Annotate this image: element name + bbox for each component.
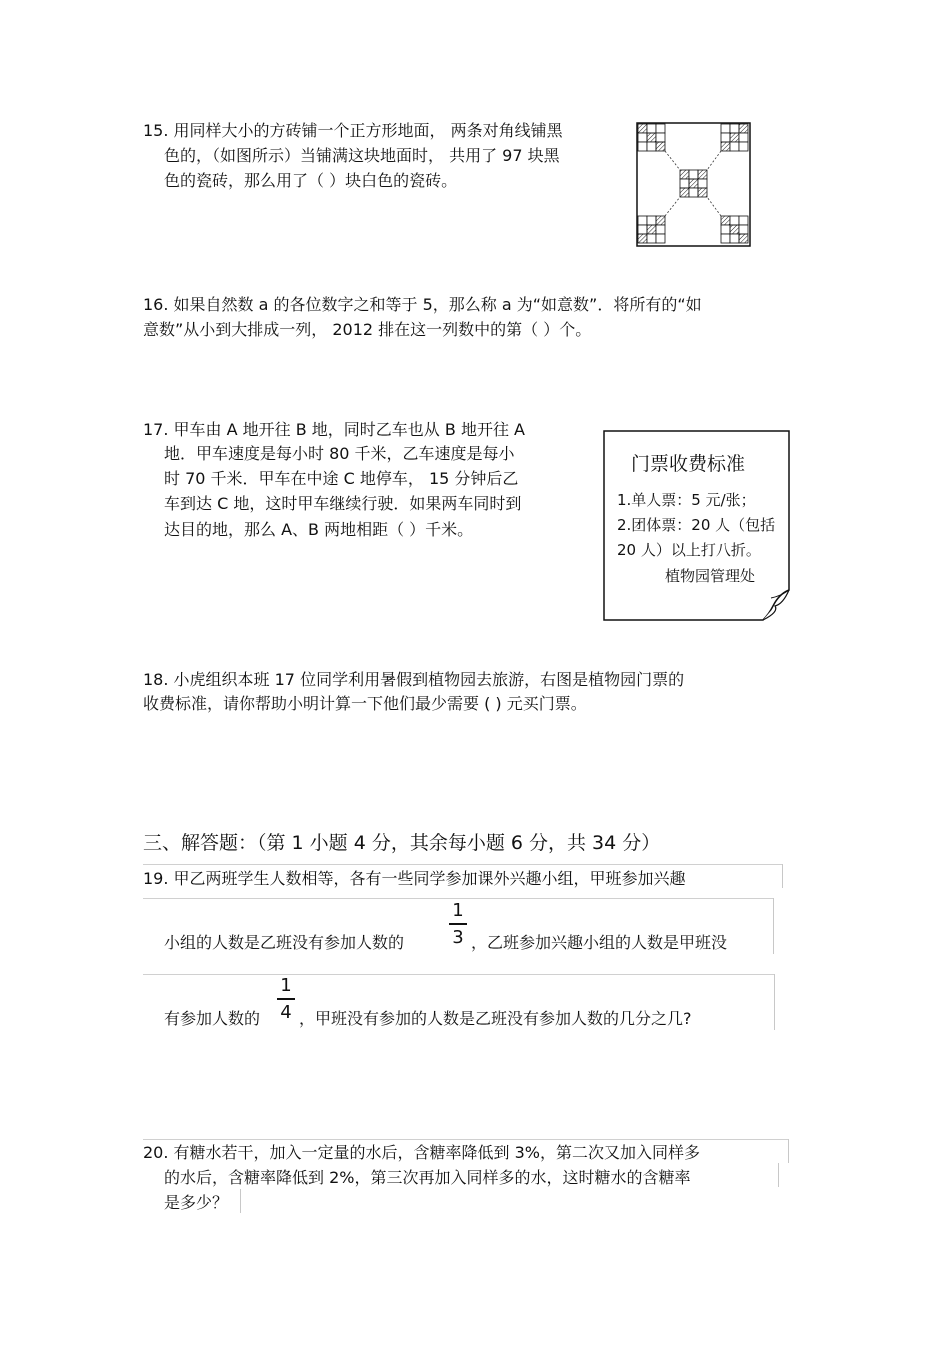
box-line: [143, 864, 783, 865]
notice-line-3: 20 人）以上打八折。: [617, 541, 761, 559]
fraction-one-quarter: 1 4: [277, 975, 295, 1023]
q17-line-2: 地．甲车速度是每小时 80 千米，乙车速度是每小: [164, 444, 515, 463]
notice-signature: 植物园管理处: [665, 567, 756, 585]
box-side: [774, 974, 775, 1030]
q18-line-1: 18. 小虎组织本班 17 位同学利用暑假到植物园去旅游，右图是植物园门票的: [143, 670, 685, 689]
notice-line-2: 2.团体票：20 人（包括: [617, 516, 776, 534]
q17-line-1: 17. 甲车由 A 地开往 B 地，同时乙车也从 B 地开往 A: [143, 420, 525, 439]
corner-block-top-right: [721, 124, 748, 151]
q19-line-3-b: ，甲班没有参加的人数是乙班没有参加人数的几分之几?: [299, 1009, 692, 1028]
q19-line-2-a: 小组的人数是乙班没有参加人数的: [164, 933, 405, 952]
box-line: [143, 974, 775, 975]
q20-line-2: 的水后，含糖率降低到 2%，第三次再加入同样多的水，这时糖水的含糖率: [164, 1168, 691, 1187]
box-side: [778, 1163, 779, 1187]
q19-line-2-b: ，乙班参加兴趣小组的人数是甲班没: [471, 933, 728, 952]
notice-line-1: 1.单人票：5 元/张；: [617, 491, 756, 509]
center-block: [680, 170, 707, 197]
corner-block-top-left: [638, 124, 665, 151]
q17-line-5: 达目的地，那么 A、B 两地相距（ ）千米。: [164, 520, 474, 539]
notice-title: 门票收费标准: [631, 453, 746, 475]
box-side: [788, 1139, 789, 1163]
corner-block-bottom-right: [721, 216, 748, 243]
box-side: [240, 1189, 241, 1213]
q18-line-2: 收费标准，请你帮助小明计算一下他们最少需要 ( ) 元买门票。: [143, 694, 587, 713]
q20-line-3: 是多少？: [164, 1193, 229, 1212]
q17-line-4: 车到达 C 地，这时甲车继续行驶．如果两车同时到: [164, 494, 522, 513]
corner-block-bottom-left: [638, 216, 665, 243]
q17-line-3: 时 70 千米．甲车在中途 C 地停车， 15 分钟后乙: [164, 469, 519, 488]
section-3-heading: 三、解答题：（第 1 小题 4 分，其余每小题 6 分，共 34 分）: [143, 832, 661, 854]
box-side: [782, 864, 783, 888]
ticket-price-notice: [603, 430, 793, 622]
q19-line-3-a: 有参加人数的: [164, 1009, 261, 1028]
q15-line-2: 色的，（如图所示）当铺满这块地面时， 共用了 97 块黑: [164, 146, 560, 165]
box-line: [143, 1139, 789, 1140]
q16-line-1: 16. 如果自然数 a 的各位数字之和等于 5，那么称 a 为“如意数”．将所有的“如: [143, 295, 702, 314]
box-side: [773, 898, 774, 954]
fraction-one-third: 1 3: [449, 900, 467, 948]
q16-line-2: 意数”从小到大排成一列， 2012 排在这一列数中的第（ ）个。: [143, 320, 592, 339]
q19-line-1: 19. 甲乙两班学生人数相等，各有一些同学参加课外兴趣小组，甲班参加兴趣: [143, 869, 686, 888]
tile-square-figure: [636, 122, 752, 248]
q15-line-1: 15. 用同样大小的方砖铺一个正方形地面， 两条对角线铺黑: [143, 121, 563, 140]
q20-line-1: 20. 有糖水若干，加入一定量的水后，含糖率降低到 3%，第二次又加入同样多: [143, 1143, 701, 1162]
box-line: [143, 898, 773, 899]
q15-line-3: 色的瓷砖，那么用了（ ）块白色的瓷砖。: [164, 171, 458, 190]
